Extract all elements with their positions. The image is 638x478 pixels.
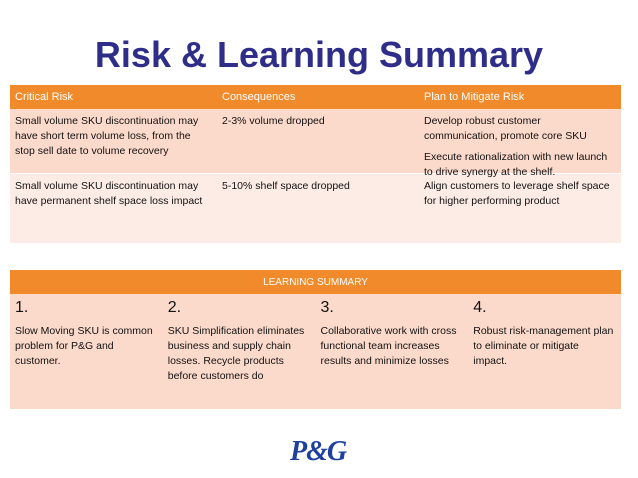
- plan-text: Execute rationalization with new launch to drive synergy at the shelf.: [424, 151, 608, 178]
- learning-item-text: Slow Moving SKU is common problem for P&G and customer.: [15, 325, 153, 367]
- risk-cell: Small volume SKU discontinuation may have short term volume loss, from the stop sell date to volume recovery: [15, 115, 199, 157]
- plan-cell: [419, 174, 621, 243]
- header-critical-risk: Critical Risk: [15, 91, 74, 103]
- consequence-cell: 2-3% volume dropped: [222, 115, 325, 127]
- header-plan: Plan to Mitigate Risk: [424, 91, 525, 103]
- learning-summary-header: LEARNING SUMMARY: [10, 270, 621, 294]
- learning-item-text: SKU Simplification eliminates business and supply chain losses. Recycle products before customers do: [167, 325, 305, 382]
- header-consequences: Consequences: [222, 91, 296, 103]
- learning-item-number: 1.: [15, 299, 29, 316]
- pg-logo: P&G: [290, 436, 347, 467]
- learning-summary: [10, 270, 621, 409]
- table-row: [10, 173, 621, 243]
- page-title: Risk & Learning Summary: [94, 34, 544, 75]
- learning-item-number: 3.: [320, 299, 334, 316]
- table-row: [10, 109, 621, 178]
- plan-text: Align customers to leverage shelf space for higher performing product: [424, 180, 610, 207]
- risk-cell: Small volume SKU discontinuation may have permanent shelf space loss impact: [15, 180, 203, 207]
- learning-item-number: 2.: [167, 299, 182, 316]
- learning-summary-body: [10, 294, 621, 409]
- learning-item-text: Collaborative work with cross functional team increases results and minimize losses: [320, 325, 457, 367]
- risk-table: [10, 85, 621, 243]
- learning-item-number: 4.: [473, 299, 487, 316]
- plan-text: Develop robust customer communication, promote core SKU: [424, 115, 587, 142]
- risk-table-header: [10, 85, 621, 109]
- plan-cell: [419, 109, 621, 178]
- consequence-cell: 5-10% shelf space dropped: [222, 180, 350, 192]
- learning-item: [316, 294, 469, 409]
- learning-item: [468, 294, 621, 409]
- learning-item: [10, 294, 163, 409]
- learning-item-text: Robust risk-management plan to eliminate or mitigate impact.: [473, 325, 614, 367]
- learning-item: [163, 294, 316, 409]
